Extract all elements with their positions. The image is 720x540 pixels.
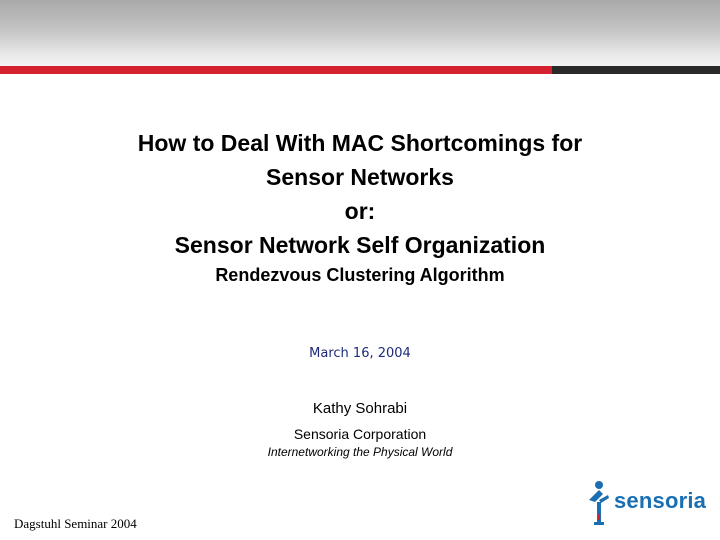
slide-title-line-4: Sensor Network Self Organization [174,232,546,258]
header-stripe-red [0,66,552,74]
author-name: Kathy Sohrabi [312,400,408,417]
slide-title-line-1: How to Deal With MAC Shortcomings for [137,130,583,156]
footer-seminar-label: Dagstuhl Seminar 2004 [14,516,137,531]
slide-title-line-2: Sensor Networks [266,164,454,190]
organization-name: Sensoria Corporation [293,426,427,442]
slide-title-block [40,126,680,288]
presentation-date: March 16, 2004 [309,346,411,361]
slide-title-line-3: or: [344,198,376,224]
organization-tagline: Internetworking the Physical World [267,445,453,459]
header-stripe-dark [552,66,720,74]
sensoria-wordmark: sensoria [614,488,707,513]
header-accent-stripe [0,66,720,74]
slide-subtitle: Rendezvous Clustering Algorithm [215,265,505,285]
header-gradient-band [0,0,720,66]
